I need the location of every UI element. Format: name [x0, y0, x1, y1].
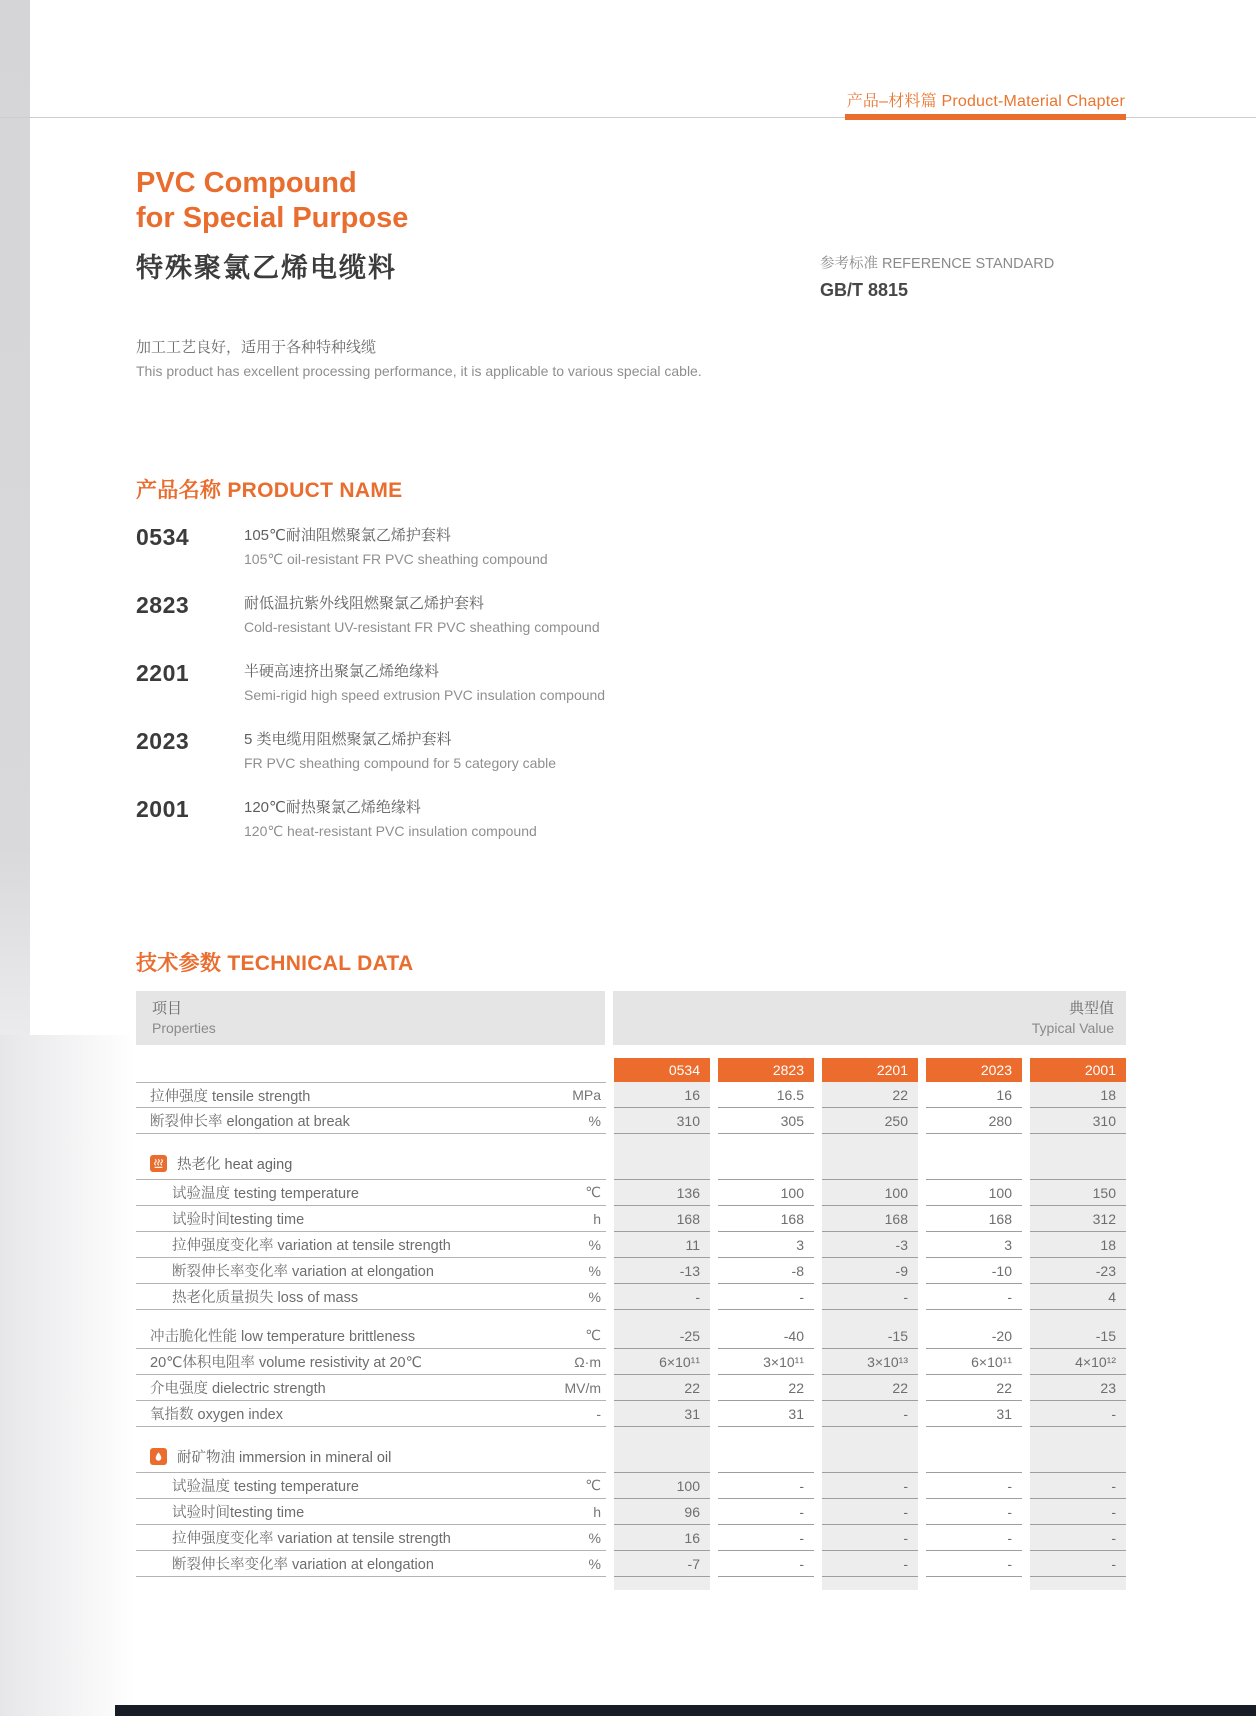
table-column-header: 2023 — [926, 1058, 1022, 1082]
table-row-unit: - — [596, 1405, 601, 1422]
table-spacer-row — [136, 1427, 1126, 1440]
table-cell: 250 — [822, 1108, 918, 1134]
product-item — [136, 660, 896, 709]
table-cell: - — [822, 1473, 918, 1499]
table-cell: 168 — [718, 1206, 814, 1232]
table-cell: - — [718, 1473, 814, 1499]
table-row — [136, 1284, 1126, 1310]
table-cell: 6×10¹¹ — [614, 1349, 710, 1375]
table-row-values — [614, 1108, 1126, 1134]
table-row-values — [614, 1258, 1126, 1284]
typical-value-label-zh: 典型值 — [1068, 1000, 1114, 1017]
product-name-zh: 120℃耐热聚氯乙烯绝缘料 — [244, 799, 421, 816]
table-row-values — [614, 1284, 1126, 1310]
product-code: 0534 — [136, 524, 190, 550]
table-row-label: 介电强度 dielectric strength — [150, 1381, 326, 1397]
table-cell: 18 — [1030, 1082, 1126, 1108]
table-cell — [718, 1147, 814, 1180]
table-row-values — [614, 1440, 1126, 1473]
product-names — [244, 524, 548, 568]
table-row — [136, 1323, 1126, 1349]
table-cell — [926, 1134, 1022, 1147]
table-row — [136, 1082, 1126, 1108]
table-cell: -9 — [822, 1258, 918, 1284]
table-cell — [718, 1440, 814, 1473]
table-row-values — [614, 1499, 1126, 1525]
product-item — [136, 524, 896, 573]
description-en: This product has excellent processing performance, it is applicable to various special cable. — [136, 363, 702, 379]
table-cell: 16 — [614, 1525, 710, 1551]
product-code: 2201 — [136, 660, 190, 686]
table-cell: -15 — [1030, 1323, 1126, 1349]
table-row-label: 拉伸强度 tensile strength — [150, 1088, 311, 1105]
table-cell — [926, 1147, 1022, 1180]
table-row-label-area — [136, 1258, 606, 1284]
table-header-properties — [136, 991, 605, 1045]
table-row-values — [614, 1206, 1126, 1232]
table-row-values — [614, 1310, 1126, 1323]
table-cell: - — [718, 1525, 814, 1551]
table-cell — [926, 1440, 1022, 1473]
table-cell — [1030, 1310, 1126, 1323]
table-cell: - — [822, 1551, 918, 1577]
table-cell: 168 — [614, 1206, 710, 1232]
table-cell: 31 — [926, 1401, 1022, 1427]
table-cell: 168 — [926, 1206, 1022, 1232]
table-cell: - — [926, 1499, 1022, 1525]
table-cell — [1030, 1440, 1126, 1473]
page-title-zh: 特殊聚氯乙烯电缆料 — [136, 253, 397, 283]
properties-label-zh: 项目 — [152, 1000, 183, 1017]
table-cell — [822, 1577, 918, 1590]
product-item — [136, 728, 896, 777]
table-cell: -8 — [718, 1258, 814, 1284]
table-cell: -25 — [614, 1323, 710, 1349]
table-row-unit: ℃ — [585, 1327, 601, 1343]
table-row-label-area — [136, 1473, 606, 1499]
table-cell: 31 — [718, 1401, 814, 1427]
table-row — [136, 1180, 1126, 1206]
table-cell: -15 — [822, 1323, 918, 1349]
table-row-label-area — [136, 1147, 606, 1180]
table-row-unit: % — [588, 1288, 601, 1305]
table-cell: 100 — [718, 1180, 814, 1206]
table-cell — [822, 1147, 918, 1180]
table-row-label: 20℃体积电阻率 volume resistivity at 20℃ — [150, 1355, 422, 1371]
table-row-label: 断裂伸长率 elongation at break — [150, 1114, 350, 1130]
table-cell: 280 — [926, 1108, 1022, 1134]
table-row-unit: ℃ — [585, 1184, 601, 1200]
table-cell: -7 — [614, 1551, 710, 1577]
table-row-values — [614, 1375, 1126, 1401]
product-code: 2823 — [136, 592, 190, 618]
page-title-en-line2: for Special Purpose — [136, 202, 409, 234]
table-cell: 22 — [822, 1375, 918, 1401]
table-cell: 31 — [614, 1401, 710, 1427]
table-cell: -13 — [614, 1258, 710, 1284]
product-code: 2001 — [136, 796, 190, 822]
product-item — [136, 796, 896, 845]
table-cell: 310 — [1030, 1108, 1126, 1134]
table-row-label-area — [136, 1310, 606, 1323]
table-column-header: 2201 — [822, 1058, 918, 1082]
table-cell — [614, 1134, 710, 1147]
table-cell: - — [718, 1551, 814, 1577]
properties-label-en: Properties — [152, 1020, 216, 1036]
table-section-label: 耐矿物油 immersion in mineral oil — [177, 1449, 392, 1466]
table-row — [136, 1375, 1126, 1401]
table-cell — [822, 1310, 918, 1323]
typical-value-label-en: Typical Value — [1031, 1020, 1114, 1036]
reference-standard — [820, 252, 1054, 301]
table-cell — [718, 1134, 814, 1147]
table-cell: 16 — [926, 1082, 1022, 1108]
table-row-label-area — [136, 1551, 606, 1577]
table-cell: 18 — [1030, 1232, 1126, 1258]
product-name-zh: 耐低温抗紫外线阻燃聚氯乙烯护套料 — [244, 595, 485, 612]
product-name-en: Cold-resistant UV-resistant FR PVC sheathing compound — [244, 619, 600, 635]
table-cell: 100 — [926, 1180, 1022, 1206]
table-row — [136, 1108, 1126, 1134]
table-row-label-area — [136, 1108, 606, 1134]
table-row-label-area — [136, 1082, 606, 1108]
table-cell — [614, 1427, 710, 1440]
table-row-label: 拉伸强度变化率 variation at tensile strength — [172, 1531, 451, 1547]
table-cell: - — [1030, 1401, 1126, 1427]
table-row — [136, 1473, 1126, 1499]
table-row-values — [614, 1551, 1126, 1577]
table-cell: 3×10¹³ — [822, 1349, 918, 1375]
page-edge-shadow — [0, 1035, 135, 1716]
table-cell: - — [822, 1284, 918, 1310]
table-section-label: 热老化 heat aging — [177, 1156, 293, 1173]
table-row-label-area — [136, 1577, 606, 1590]
table-row-values — [614, 1349, 1126, 1375]
table-cell: -40 — [718, 1323, 814, 1349]
table-row-values — [614, 1082, 1126, 1108]
table-row-unit: h — [593, 1503, 601, 1520]
table-spacer-row — [136, 1310, 1126, 1323]
table-row-label: 试验时间testing time — [172, 1212, 305, 1228]
table-row-label: 热老化质量损失 loss of mass — [172, 1290, 359, 1306]
product-name-en: Semi-rigid high speed extrusion PVC insulation compound — [244, 687, 606, 703]
table-row-values — [614, 1180, 1126, 1206]
table-row-values — [614, 1427, 1126, 1440]
table-cell: 136 — [614, 1180, 710, 1206]
table-row-unit: MPa — [572, 1087, 601, 1103]
technical-data-heading: 技术参数 TECHNICAL DATA — [136, 952, 414, 975]
table-row-label-area — [136, 1401, 606, 1427]
technical-data-table — [136, 991, 1126, 1590]
product-names — [244, 592, 600, 635]
page-title-en-line1: PVC Compound — [136, 167, 357, 199]
table-row-unit: MV/m — [564, 1379, 601, 1396]
table-cell: - — [926, 1284, 1022, 1310]
table-cell: - — [926, 1551, 1022, 1577]
table-cell: - — [718, 1284, 814, 1310]
table-row-label: 断裂伸长率变化率 variation at elongation — [172, 1557, 434, 1573]
product-item — [136, 592, 896, 641]
table-cell: - — [718, 1499, 814, 1525]
table-row-label: 试验时间testing time — [172, 1505, 305, 1521]
table-row-label: 断裂伸长率变化率 variation at elongation — [172, 1264, 434, 1280]
table-row-label-area — [136, 1232, 606, 1258]
table-cell: 16.5 — [718, 1082, 814, 1108]
table-row-label-area — [136, 1180, 606, 1206]
table-cell: 22 — [822, 1082, 918, 1108]
table-cell: 312 — [1030, 1206, 1126, 1232]
table-row — [136, 1232, 1126, 1258]
table-cell — [822, 1440, 918, 1473]
table-cell: - — [1030, 1499, 1126, 1525]
product-names — [244, 796, 537, 840]
table-cell: 3×10¹¹ — [718, 1349, 814, 1375]
table-row-values — [614, 1577, 1126, 1590]
table-spacer-row — [136, 1134, 1126, 1147]
table-cell — [822, 1427, 918, 1440]
table-cell — [822, 1134, 918, 1147]
mineral-oil-icon — [150, 1448, 167, 1465]
table-row-label-area — [136, 1499, 606, 1525]
reference-standard-value: GB/T 8815 — [820, 280, 909, 300]
product-name-zh: 半硬高速挤出聚氯乙烯绝缘料 — [244, 663, 440, 680]
product-name-en: FR PVC sheathing compound for 5 category cable — [244, 755, 557, 771]
table-row — [136, 1349, 1126, 1375]
table-row-unit: % — [588, 1262, 601, 1279]
table-cell — [718, 1577, 814, 1590]
footer-bar — [115, 1705, 1256, 1716]
product-name-en: 120℃ heat-resistant PVC insulation compound — [244, 823, 537, 839]
table-row-label-area — [136, 1525, 606, 1551]
table-cell: -3 — [822, 1232, 918, 1258]
table-cell: 3 — [718, 1232, 814, 1258]
chapter-accent-bar — [845, 114, 1126, 120]
product-name-heading: 产品名称 PRODUCT NAME — [136, 479, 403, 502]
table-row-unit: Ω·m — [574, 1353, 601, 1370]
table-row-label-area — [136, 1349, 606, 1375]
table-cell: 11 — [614, 1232, 710, 1258]
table-row-label-area — [136, 1206, 606, 1232]
table-row — [136, 1258, 1126, 1284]
table-cell — [1030, 1577, 1126, 1590]
table-row-values — [614, 1525, 1126, 1551]
product-code: 2023 — [136, 728, 190, 754]
table-row-values — [614, 1232, 1126, 1258]
table-cell: - — [1030, 1473, 1126, 1499]
table-cell — [1030, 1134, 1126, 1147]
table-cell — [614, 1440, 710, 1473]
table-row-label-area — [136, 1440, 606, 1473]
table-cell: 100 — [614, 1473, 710, 1499]
product-name-list — [136, 524, 896, 864]
table-row-label-area — [136, 1284, 606, 1310]
table-cell: 168 — [822, 1206, 918, 1232]
table-column-header: 0534 — [614, 1058, 710, 1082]
product-names — [244, 660, 605, 703]
table-cell: 23 — [1030, 1375, 1126, 1401]
product-name-en: 105℃ oil-resistant FR PVC sheathing compound — [244, 551, 548, 567]
table-cell: 6×10¹¹ — [926, 1349, 1022, 1375]
table-row-label: 氧指数 oxygen index — [150, 1407, 283, 1423]
table-row-unit: h — [593, 1210, 601, 1227]
table-row — [136, 1206, 1126, 1232]
table-row — [136, 1551, 1126, 1577]
table-header-typical-value — [613, 991, 1126, 1045]
product-names — [244, 728, 556, 771]
table-row-values — [614, 1401, 1126, 1427]
table-cell: - — [926, 1525, 1022, 1551]
table-cell: 3 — [926, 1232, 1022, 1258]
table-cell: 22 — [614, 1375, 710, 1401]
table-row-label: 冲击脆化性能 low temperature brittleness — [150, 1329, 416, 1345]
table-cell: -20 — [926, 1323, 1022, 1349]
table-cell: - — [1030, 1525, 1126, 1551]
table-row-values — [614, 1134, 1126, 1147]
table-row — [136, 1401, 1126, 1427]
table-cell: - — [614, 1284, 710, 1310]
table-row — [136, 1525, 1126, 1551]
table-cell: 22 — [718, 1375, 814, 1401]
table-section-row — [136, 1440, 1126, 1473]
product-name-zh: 105℃耐油阻燃聚氯乙烯护套料 — [244, 527, 451, 544]
table-cell — [926, 1310, 1022, 1323]
table-cell — [1030, 1427, 1126, 1440]
table-cell: -10 — [926, 1258, 1022, 1284]
table-column-header: 2001 — [1030, 1058, 1126, 1082]
table-cell — [614, 1310, 710, 1323]
table-row-values — [614, 1473, 1126, 1499]
table-cell: 150 — [1030, 1180, 1126, 1206]
table-row-unit: % — [588, 1555, 601, 1572]
table-cell: - — [822, 1525, 918, 1551]
page-title-en — [136, 166, 408, 236]
table-section-row — [136, 1147, 1126, 1180]
table-cell — [1030, 1147, 1126, 1180]
table-cell — [926, 1427, 1022, 1440]
table-cell: 22 — [926, 1375, 1022, 1401]
table-cell: - — [926, 1473, 1022, 1499]
table-cell: 96 — [614, 1499, 710, 1525]
table-cell: 305 — [718, 1108, 814, 1134]
table-cell: 310 — [614, 1108, 710, 1134]
reference-standard-label: 参考标准 REFERENCE STANDARD — [820, 256, 1055, 272]
description-zh: 加工工艺良好，适用于各种特种线缆 — [136, 339, 377, 356]
table-cell: 4 — [1030, 1284, 1126, 1310]
table-cell — [614, 1147, 710, 1180]
table-row-unit: ℃ — [585, 1477, 601, 1493]
product-name-zh: 5 类电缆用阻燃聚氯乙烯护套料 — [244, 731, 452, 748]
heat-aging-icon — [150, 1155, 167, 1172]
table-row-label-area — [136, 1134, 606, 1147]
product-description — [136, 336, 702, 379]
table-cell: 4×10¹² — [1030, 1349, 1126, 1375]
table-cell: 100 — [822, 1180, 918, 1206]
table-row-values — [614, 1147, 1126, 1180]
table-row-unit: % — [588, 1529, 601, 1546]
table-row-label-area — [136, 1427, 606, 1440]
table-column-header: 2823 — [718, 1058, 814, 1082]
page-edge-strip — [0, 0, 30, 1035]
table-row-label: 试验温度 testing temperature — [172, 1186, 359, 1202]
table-cell — [614, 1577, 710, 1590]
table-row-label-area — [136, 1323, 606, 1349]
table-cell — [926, 1577, 1022, 1590]
table-cell — [718, 1427, 814, 1440]
table-rows — [136, 1082, 1126, 1590]
table-row-unit: % — [588, 1112, 601, 1129]
table-header — [136, 991, 1126, 1045]
table-cell: - — [822, 1401, 918, 1427]
table-spacer-row — [136, 1577, 1126, 1590]
table-row-values — [614, 1323, 1126, 1349]
table-cell: -23 — [1030, 1258, 1126, 1284]
table-cell: - — [822, 1499, 918, 1525]
table-row-label: 拉伸强度变化率 variation at tensile strength — [172, 1238, 451, 1254]
table-cell: 16 — [614, 1082, 710, 1108]
table-cell — [718, 1310, 814, 1323]
table-row — [136, 1499, 1126, 1525]
table-column-headers — [136, 1058, 1126, 1082]
table-row-label-area — [136, 1375, 606, 1401]
chapter-title: 产品–材料篇 Product-Material Chapter — [846, 93, 1125, 110]
table-row-unit: % — [588, 1236, 601, 1253]
table-cell: - — [1030, 1551, 1126, 1577]
table-row-label: 试验温度 testing temperature — [172, 1479, 359, 1495]
